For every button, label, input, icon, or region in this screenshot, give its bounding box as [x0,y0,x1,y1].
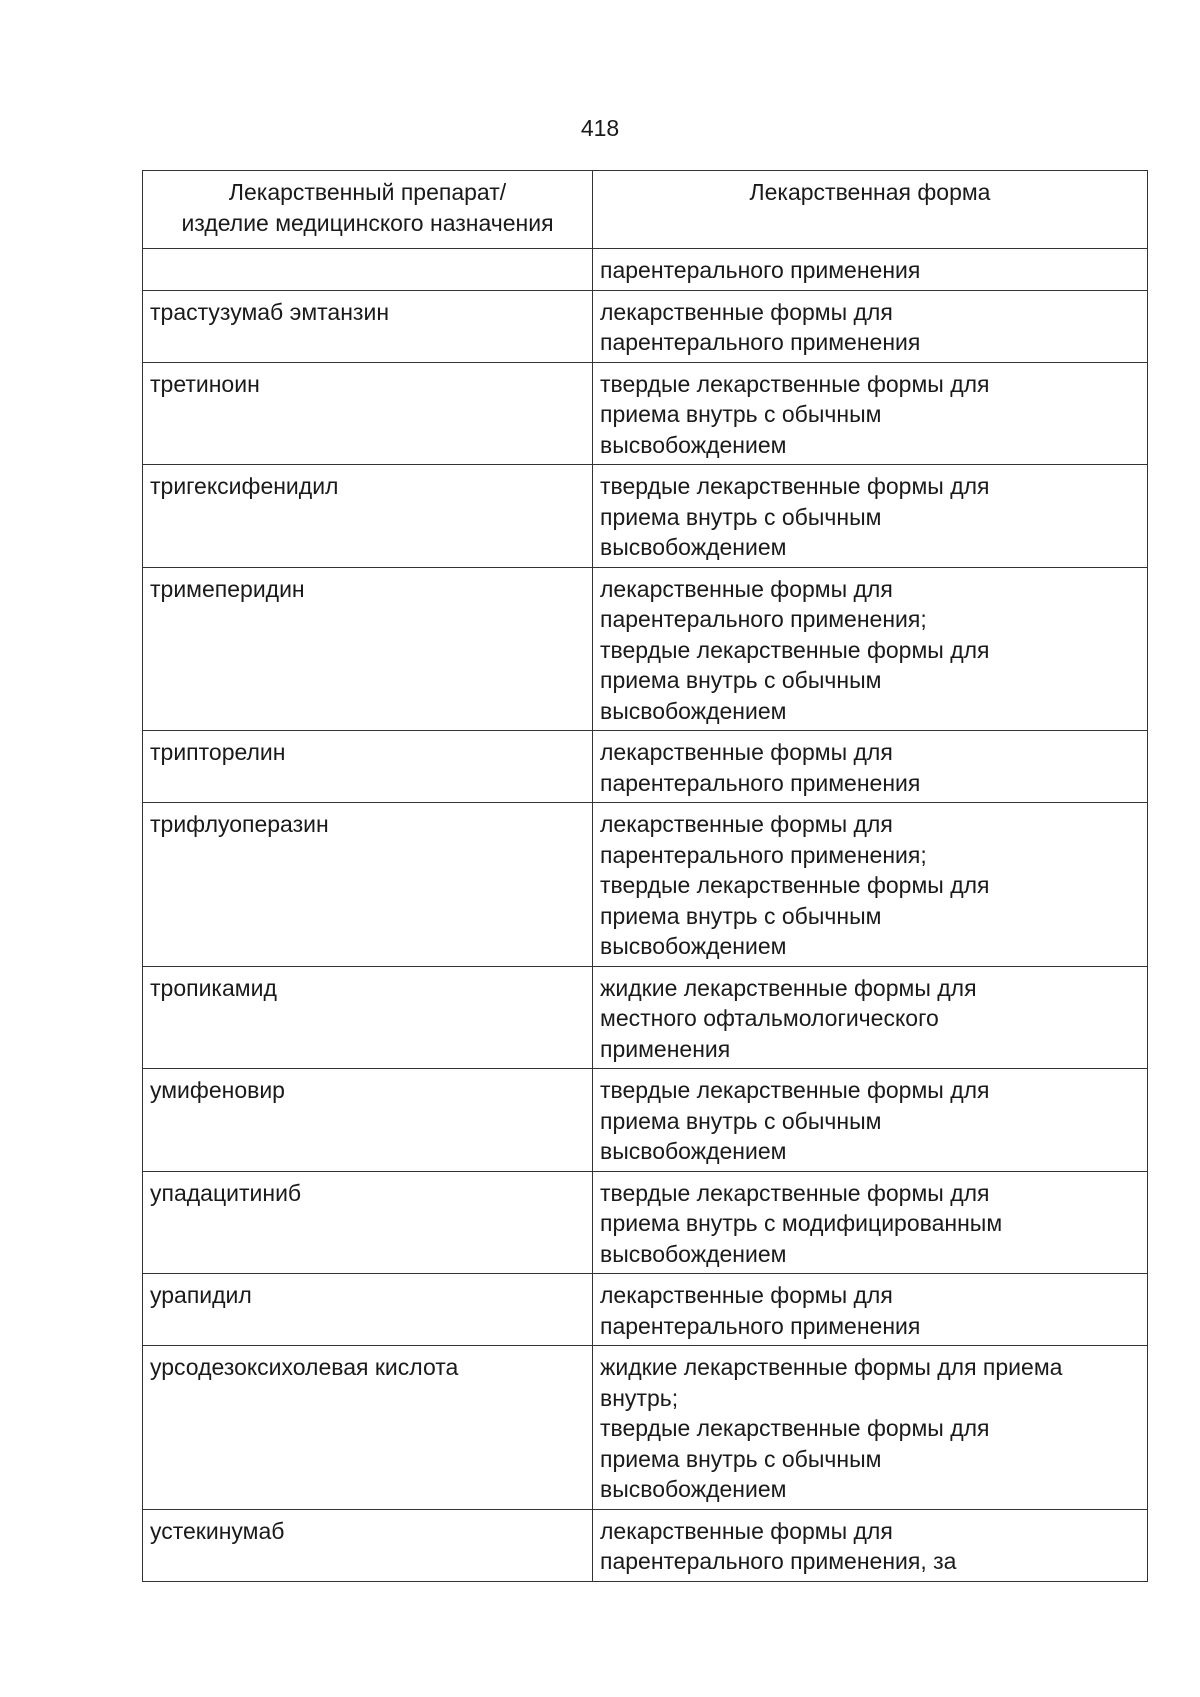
table-row [143,362,1148,465]
form-cell: лекарственные формы для парентерального применения; твердые лекарственные формы для приема внутрь с обычным высвобождением [593,567,1148,731]
table-row [143,1069,1148,1172]
drug-cell: третиноин [143,362,593,465]
table-header-row [143,171,1148,249]
form-cell: лекарственные формы для парентерального применения [593,1274,1148,1346]
drug-cell: тригексифенидил [143,465,593,568]
form-cell: лекарственные формы для парентерального применения [593,731,1148,803]
table-row [143,731,1148,803]
form-cell: лекарственные формы для парентерального применения [593,290,1148,362]
form-cell: твердые лекарственные формы для приема внутрь с обычным высвобождением [593,1069,1148,1172]
table-row [143,249,1148,291]
form-cell: лекарственные формы для парентерального применения, за [593,1509,1148,1581]
table-row [143,1346,1148,1510]
form-cell: твердые лекарственные формы для приема внутрь с обычным высвобождением [593,362,1148,465]
table-row [143,465,1148,568]
drug-cell: урсодезоксихолевая кислота [143,1346,593,1510]
page-number: 418 [580,115,620,141]
form-cell: жидкие лекарственные формы для приема внутрь; твердые лекарственные формы для приема внутрь с обычным высвобождением [593,1346,1148,1510]
table-row [143,1171,1148,1274]
table-row [143,803,1148,967]
drug-form-table [142,170,1148,1582]
form-cell: лекарственные формы для парентерального применения; твердые лекарственные формы для приема внутрь с обычным высвобождением [593,803,1148,967]
drug-cell: тримеперидин [143,567,593,731]
form-cell: твердые лекарственные формы для приема внутрь с модифицированным высвобождением [593,1171,1148,1274]
drug-cell: тропикамид [143,966,593,1069]
drug-cell: урапидил [143,1274,593,1346]
drug-cell: трастузумаб эмтанзин [143,290,593,362]
table-row [143,290,1148,362]
form-cell: жидкие лекарственные формы для местного офтальмологического применения [593,966,1148,1069]
table-row [143,567,1148,731]
drug-cell: устекинумаб [143,1509,593,1581]
header-form: Лекарственная форма [593,171,1148,249]
drug-cell: упадацитиниб [143,1171,593,1274]
drug-cell: трипторелин [143,731,593,803]
form-cell: парентерального применения [593,249,1148,291]
drug-cell: трифлуоперазин [143,803,593,967]
table-row [143,1509,1148,1581]
table-row [143,966,1148,1069]
header-drug: Лекарственный препарат/ изделие медицинского назначения [143,171,593,249]
table-row [143,1274,1148,1346]
drug-cell: умифеновир [143,1069,593,1172]
form-cell: твердые лекарственные формы для приема внутрь с обычным высвобождением [593,465,1148,568]
drug-cell [143,249,593,291]
